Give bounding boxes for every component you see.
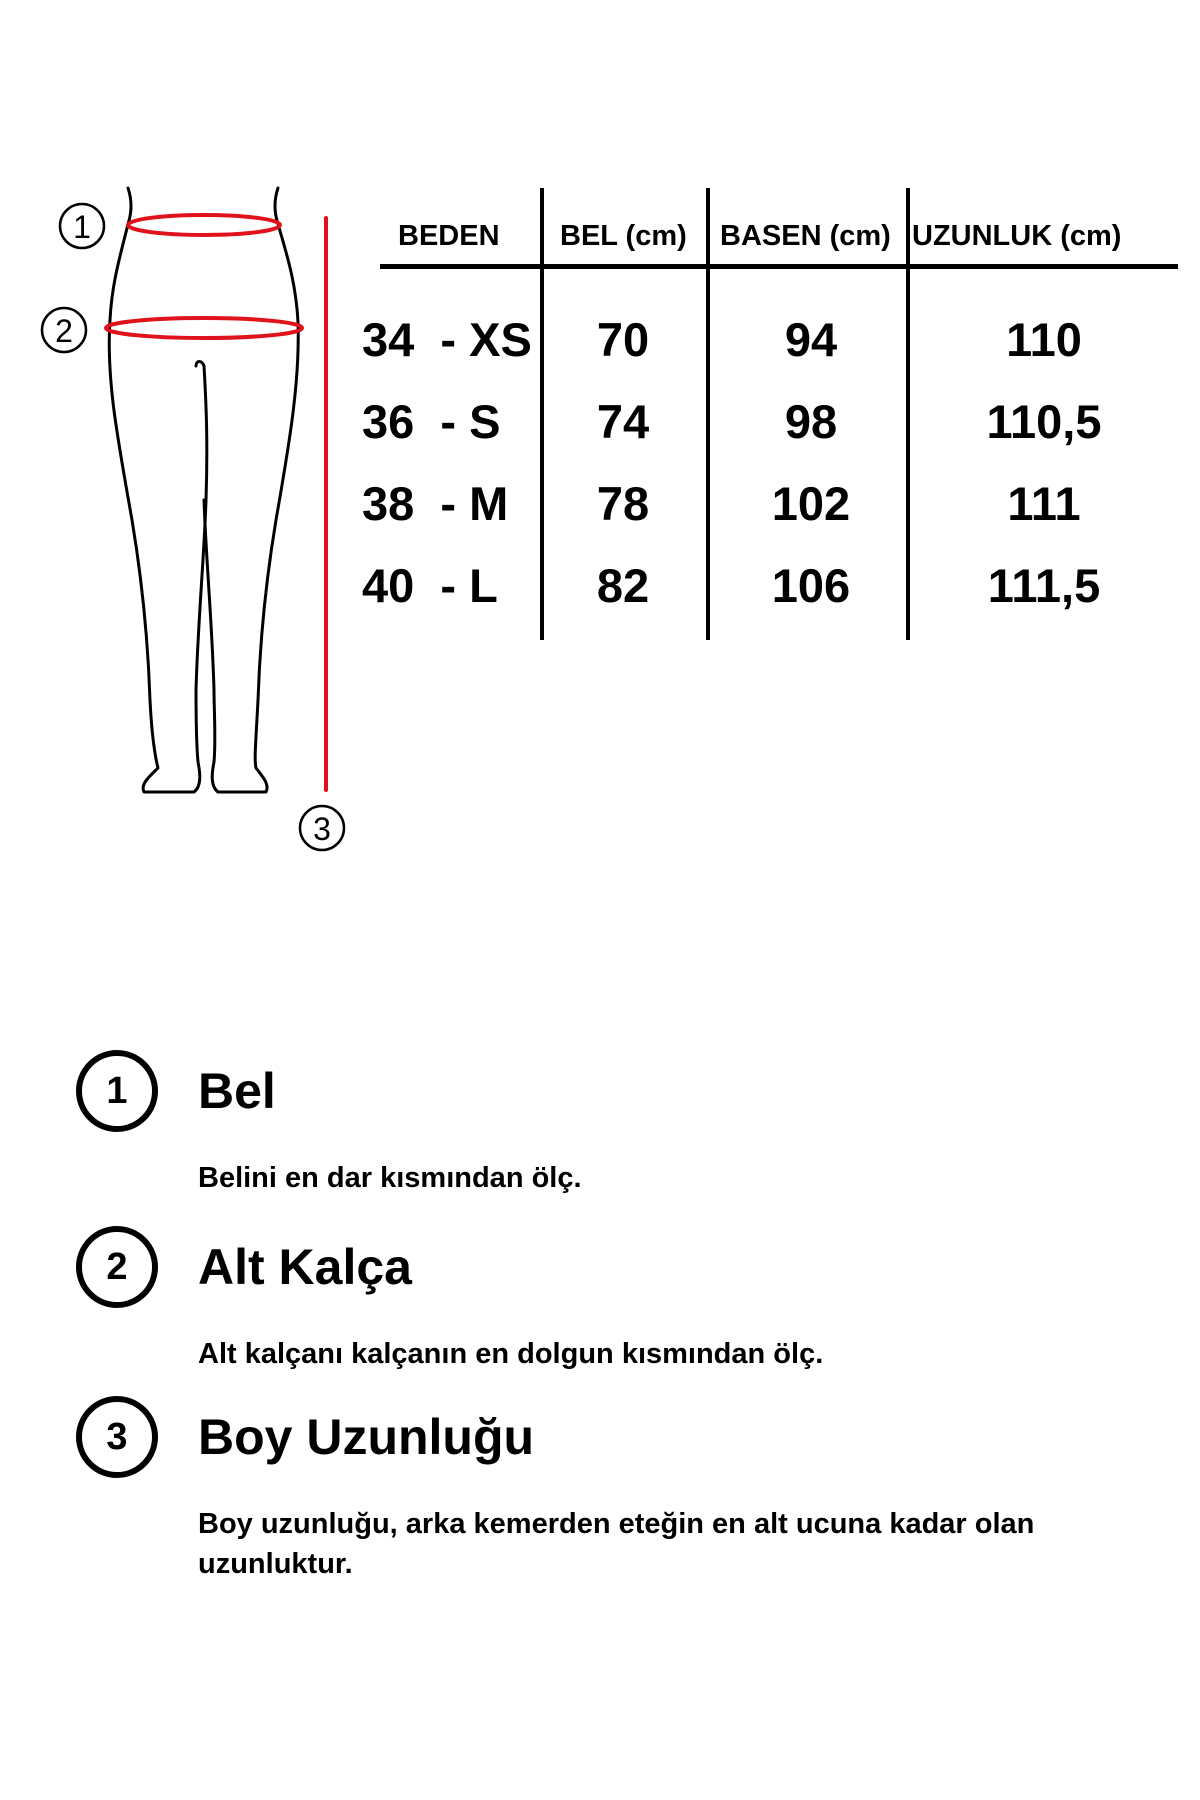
legend-number-badge: 2 [76, 1226, 158, 1308]
cell-waist: 70 [596, 313, 650, 366]
table-row [358, 312, 1178, 372]
size-table [358, 188, 1178, 650]
legend-description: Boy uzunluğu, arka kemerden eteğin en alt ucuna kadar olan uzunluktur. [198, 1508, 1035, 1580]
table-row [358, 394, 1178, 454]
cell-hip: 98 [784, 395, 838, 448]
cell-size: 34 - XS [362, 313, 532, 366]
legend-item-waist [76, 1050, 1156, 1200]
legend-item-hip [76, 1226, 1156, 1376]
cell-waist: 74 [596, 395, 650, 448]
cell-waist: 78 [596, 477, 650, 530]
cell-hip: 94 [784, 313, 838, 366]
legend-description: Alt kalçanı kalçanın en dolgun kısmından ölç. [198, 1338, 824, 1370]
hip-measure-line [106, 318, 302, 338]
cell-size: 38 - M [362, 477, 509, 530]
legend-title: Alt Kalça [198, 1239, 412, 1295]
cell-waist: 82 [596, 559, 650, 612]
figure-right-outline [204, 188, 298, 792]
leggings-figure [0, 0, 360, 880]
marker-2 [42, 308, 86, 352]
cell-length: 110 [1006, 313, 1082, 366]
legend-description: Belini en dar kısmından ölç. [198, 1162, 582, 1194]
cell-size: 36 - S [362, 395, 501, 448]
cell-size: 40 - L [362, 559, 498, 612]
legend-title: Bel [198, 1063, 276, 1119]
svg-text:2: 2 [55, 313, 73, 349]
cell-length: 111,5 [987, 559, 1101, 612]
table-row [358, 476, 1178, 536]
legend-number-badge: 1 [76, 1050, 158, 1132]
svg-text:3: 3 [313, 811, 331, 847]
legend-title: Boy Uzunluğu [198, 1409, 535, 1465]
header-length: UZUNLUK (cm) [912, 220, 1122, 252]
legend-item-length [76, 1396, 1156, 1596]
header-size: BEDEN [398, 220, 500, 252]
cell-length: 111 [1007, 477, 1081, 530]
cell-length: 110,5 [986, 395, 1102, 448]
header-hip: BASEN (cm) [720, 220, 891, 252]
svg-text:1: 1 [73, 209, 91, 245]
table-row [358, 558, 1178, 618]
marker-3 [300, 806, 344, 850]
table-header-rule [380, 264, 1178, 269]
header-waist: BEL (cm) [560, 220, 687, 252]
marker-1 [60, 204, 104, 248]
waist-measure-line [128, 215, 280, 235]
legend-number-badge: 3 [76, 1396, 158, 1478]
cell-hip: 102 [771, 477, 851, 530]
cell-hip: 106 [771, 559, 851, 612]
figure-left-outline [109, 188, 207, 792]
